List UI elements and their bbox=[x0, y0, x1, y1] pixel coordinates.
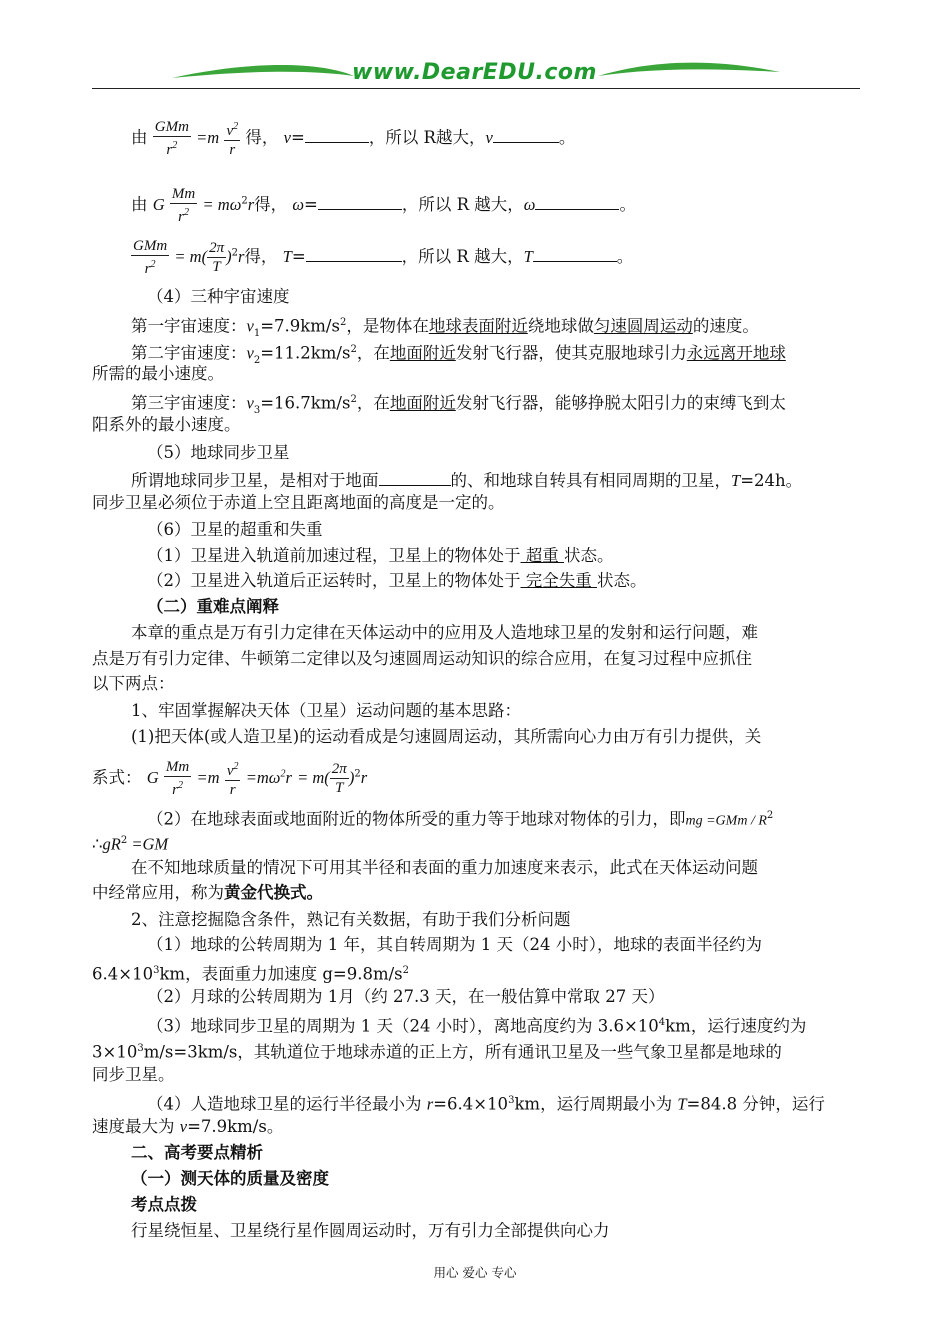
den-r: r bbox=[178, 209, 184, 225]
denominator bbox=[131, 256, 169, 278]
equals-m: = m( bbox=[297, 768, 330, 787]
right-leaf-icon bbox=[598, 63, 780, 76]
text: 绕地球做 bbox=[527, 316, 594, 336]
denominator bbox=[164, 777, 191, 799]
underline-text: 永远离开地球 bbox=[686, 343, 786, 363]
answer-blank[interactable] bbox=[379, 468, 451, 486]
paragraph-line: 点是万有引力定律、牛顿第二定律以及匀速圆周运动知识的综合应用，在复习过程中应抓住 bbox=[92, 649, 752, 668]
geo-sat-line bbox=[131, 468, 802, 491]
sup: 2 bbox=[172, 140, 178, 151]
text-line: 所需的最小速度。 bbox=[92, 364, 224, 383]
denominator: r bbox=[229, 782, 236, 798]
sub: 3 bbox=[253, 404, 261, 416]
text: 得， bbox=[245, 128, 279, 147]
underline-text: 地球表面附近 bbox=[428, 316, 528, 336]
omega: ω bbox=[268, 768, 281, 787]
text-line: 阳系外的最小速度。 bbox=[92, 415, 241, 434]
text: = bbox=[304, 195, 318, 214]
text: m/s=3km/s，其轨道位于地球赤道的正上方，所有通讯卫星及一些气象卫星都是地球的 bbox=[143, 1042, 782, 1062]
sup: 2 bbox=[241, 195, 248, 207]
paragraph-line: 在不知地球质量的情况下可用其半径和表面的重力加速度来表示，此式在天体运动问题 bbox=[131, 858, 758, 877]
sup: 2 bbox=[402, 965, 410, 976]
var-r: r bbox=[237, 247, 245, 266]
paren: ) bbox=[226, 247, 232, 266]
denominator bbox=[170, 204, 197, 226]
text: 的速度。 bbox=[692, 316, 759, 336]
therefore: ∴ bbox=[92, 834, 103, 854]
denominator: T bbox=[212, 259, 221, 275]
equals-m: = m( bbox=[174, 247, 208, 266]
text: 得， bbox=[254, 195, 288, 214]
r: r bbox=[285, 768, 292, 787]
fraction-2pi-t bbox=[330, 760, 349, 797]
paragraph-line bbox=[92, 1117, 283, 1137]
var-r: r bbox=[360, 768, 368, 787]
sup: 2 bbox=[339, 317, 347, 328]
left-leaf-icon bbox=[172, 65, 354, 78]
text: 3×10 bbox=[92, 1042, 138, 1062]
sub: 2 bbox=[253, 354, 261, 366]
numerator: Mm bbox=[171, 186, 196, 202]
sup: 2 bbox=[354, 768, 361, 780]
value: =7.9km/s bbox=[260, 316, 340, 336]
answer-blank[interactable] bbox=[318, 192, 402, 210]
text: km，运行周期最小为 bbox=[514, 1094, 678, 1114]
paragraph-line bbox=[92, 1039, 782, 1063]
sup: 2 bbox=[231, 247, 238, 259]
var: v bbox=[179, 1117, 188, 1136]
equals-m: =m bbox=[196, 128, 220, 147]
text: 系式： bbox=[92, 768, 142, 787]
fraction-v2-r bbox=[224, 118, 240, 159]
text: ，在 bbox=[356, 393, 390, 413]
overweight-line bbox=[147, 546, 614, 566]
header-rule bbox=[92, 88, 860, 89]
text: =6.4×10 bbox=[433, 1094, 509, 1114]
text: km，运行速度约为 bbox=[665, 1016, 807, 1036]
answer-blank[interactable] bbox=[493, 125, 559, 143]
underline-text: 地面附近 bbox=[389, 343, 456, 363]
text: 中经常应用，称为 bbox=[92, 883, 224, 902]
equals-m-omega bbox=[246, 768, 292, 787]
fraction-v2-r bbox=[225, 758, 241, 799]
text: 。 bbox=[619, 195, 636, 214]
sup: 2 bbox=[178, 780, 183, 791]
formula-line bbox=[92, 831, 168, 855]
text-line: 同步卫星必须位于赤道上空且距离地面的高度是一定的。 bbox=[92, 493, 505, 512]
sup: 2 bbox=[766, 810, 774, 821]
text: 所谓地球同步卫星，是相对于地面 bbox=[131, 471, 379, 490]
sup: 2 bbox=[350, 344, 357, 355]
denominator bbox=[153, 137, 191, 159]
var: ω bbox=[292, 195, 305, 214]
denominator: r bbox=[229, 142, 236, 158]
formula: mg =GMm / R bbox=[685, 813, 767, 829]
den-r: r bbox=[144, 261, 151, 277]
sup: 3 bbox=[137, 1043, 144, 1054]
sup: 2 bbox=[280, 768, 286, 780]
relation-formula bbox=[92, 758, 367, 799]
text: 第一宇宙速度： bbox=[131, 316, 247, 336]
text: 状态。 bbox=[564, 546, 614, 565]
text: ，所以 R 越大， bbox=[401, 195, 524, 214]
formula: gR bbox=[102, 834, 121, 854]
den-r: r bbox=[166, 142, 173, 158]
text: 的、和地球自转具有相同周期的卫星， bbox=[450, 471, 731, 490]
num-v: v bbox=[226, 123, 234, 139]
text: 第二宇宙速度： bbox=[131, 343, 247, 363]
text: =84.8 分钟，运行 bbox=[686, 1094, 825, 1114]
formula-line-1 bbox=[131, 118, 575, 159]
section-heading: （二）重难点阐释 bbox=[147, 597, 279, 616]
equals-m: =m bbox=[196, 768, 220, 787]
answer-blank[interactable] bbox=[533, 244, 617, 262]
var: v bbox=[246, 343, 254, 363]
numerator bbox=[224, 118, 240, 141]
answer-blank[interactable] bbox=[306, 244, 402, 262]
sup: 2 bbox=[184, 207, 189, 218]
text: = bbox=[291, 247, 306, 266]
var: v bbox=[246, 316, 254, 336]
text: km，表面重力加速度 g=9.8m/s bbox=[159, 964, 403, 984]
text: 由 bbox=[131, 128, 148, 147]
paragraph-line bbox=[147, 1091, 825, 1115]
var-omega: ω bbox=[229, 195, 242, 214]
paragraph-line: （1）地球的公转周期为 1 年，其自转周期为 1 天（24 小时），地球的表面半径约为 bbox=[147, 935, 762, 954]
var: T bbox=[677, 1094, 687, 1114]
text: 。 bbox=[616, 247, 634, 266]
text: 。 bbox=[558, 128, 576, 147]
paren: ) bbox=[348, 768, 355, 787]
text: （2）卫星进入轨道后正运转时，卫星上的物体处于 bbox=[147, 571, 521, 590]
text: 得， bbox=[244, 247, 278, 266]
formula-line-3 bbox=[131, 237, 633, 278]
underline-text: 超重 bbox=[520, 546, 564, 565]
text: （4）人造地球卫星的运行半径最小为 bbox=[147, 1094, 427, 1114]
section-heading: 二、高考要点精析 bbox=[131, 1143, 263, 1162]
section-title: （5）地球同步卫星 bbox=[147, 443, 290, 462]
numerator: GMm bbox=[133, 238, 168, 254]
sub: 1 bbox=[253, 327, 261, 339]
text: =24h。 bbox=[740, 471, 803, 490]
sup: 3 bbox=[153, 965, 160, 976]
var: T bbox=[523, 247, 533, 266]
text: 状态。 bbox=[597, 571, 647, 590]
formula-line-2 bbox=[131, 185, 636, 226]
underline-text: 完全失重 bbox=[520, 571, 597, 590]
paragraph-line: （2）月球的公转周期为 1月（约 27.3 天，在一般估算中常取 27 天） bbox=[147, 987, 665, 1006]
text: 发射飞行器，能够挣脱太阳引力的束缚飞到太 bbox=[455, 393, 786, 413]
text: 由 bbox=[131, 195, 148, 214]
text: 6.4×10 bbox=[92, 964, 154, 984]
var-r: r bbox=[247, 195, 255, 214]
answer-blank[interactable] bbox=[535, 192, 619, 210]
weightless-line bbox=[147, 571, 647, 591]
text: ，是物体在 bbox=[346, 316, 429, 336]
numerator: GMm bbox=[154, 119, 189, 135]
sup: 3 bbox=[508, 1095, 515, 1106]
paragraph-line bbox=[92, 883, 323, 903]
numerator: 2π bbox=[331, 761, 347, 777]
eq: =m bbox=[245, 768, 269, 787]
sup: 2 bbox=[120, 835, 128, 846]
underline-text: 匀速圆周运动 bbox=[593, 316, 693, 336]
section-subheading: 考点点拨 bbox=[131, 1195, 197, 1214]
paragraph-line: 1、牢固掌握解决天体（卫星）运动问题的基本思路： bbox=[131, 701, 521, 720]
section-title: （4）三种宇宙速度 bbox=[147, 287, 290, 306]
paragraph-line bbox=[147, 1013, 806, 1037]
denominator: T bbox=[335, 780, 344, 796]
text: ，所以 R 越大， bbox=[401, 247, 524, 266]
text: ，所以 R越大， bbox=[368, 128, 486, 147]
text: （2）在地球表面或地面附近的物体所受的重力等于地球对物体的引力，即 bbox=[147, 809, 686, 829]
text: 发射飞行器，使其克服地球引力 bbox=[455, 343, 687, 363]
text: 第三宇宙速度： bbox=[131, 393, 247, 413]
sup: 2 bbox=[233, 761, 239, 772]
var-g: G bbox=[146, 768, 159, 787]
section-subheading: （一）测天体的质量及密度 bbox=[131, 1169, 329, 1188]
fraction-gmm-r2 bbox=[131, 237, 169, 278]
sup: 2 bbox=[350, 394, 357, 405]
var: v bbox=[246, 393, 254, 413]
paragraph-line: (1)把天体(或人造卫星)的运动看成是匀速圆周运动，其所需向心力由万有引力提供，关 bbox=[131, 727, 762, 746]
var: T bbox=[282, 247, 292, 266]
var: ω bbox=[523, 195, 536, 214]
fraction-mm-r2 bbox=[170, 185, 197, 226]
var: v bbox=[485, 128, 493, 147]
text: 速度最大为 bbox=[92, 1117, 180, 1136]
paragraph-line: 本章的重点是万有引力定律在天体运动中的应用及人造地球卫星的发射和运行问题，难 bbox=[131, 623, 758, 642]
answer-blank[interactable] bbox=[305, 125, 369, 143]
text: ，在 bbox=[356, 343, 390, 363]
paragraph-line: 同步卫星。 bbox=[92, 1065, 175, 1084]
var-m: m bbox=[217, 195, 230, 214]
text: = bbox=[290, 128, 305, 147]
second-cosmic-velocity bbox=[131, 340, 786, 371]
sup: 2 bbox=[150, 259, 156, 270]
numerator bbox=[225, 758, 241, 781]
var: v bbox=[283, 128, 291, 147]
value: =16.7km/s bbox=[260, 393, 351, 413]
sup: 4 bbox=[658, 1017, 666, 1028]
text: （1）卫星进入轨道前加速过程，卫星上的物体处于 bbox=[147, 546, 521, 565]
site-logo-text: www.DearEDU.com bbox=[352, 60, 597, 85]
paragraph-line: 行星绕恒星、卫星绕行星作圆周运动时，万有引力全部提供向心力 bbox=[131, 1221, 610, 1240]
paragraph-line: 以下两点： bbox=[92, 674, 175, 693]
var: r bbox=[426, 1094, 434, 1114]
section-title: （6）卫星的超重和失重 bbox=[147, 520, 323, 539]
value: =11.2km/s bbox=[260, 343, 351, 363]
text: =7.9km/s。 bbox=[187, 1117, 284, 1136]
numerator: Mm bbox=[165, 759, 190, 775]
page-footer: 用心 爱心 专心 bbox=[433, 1265, 517, 1280]
fraction-mm-r2 bbox=[164, 758, 191, 799]
formula: =GM bbox=[127, 834, 169, 854]
paragraph-line bbox=[147, 806, 773, 832]
num-v: v bbox=[226, 763, 234, 779]
equals: = bbox=[202, 195, 218, 214]
var-g: G bbox=[152, 195, 165, 214]
fraction-2pi-t bbox=[207, 239, 226, 276]
underline-text: 地面附近 bbox=[389, 393, 456, 413]
paragraph-line: 2、注意挖掘隐含条件，熟记有关数据，有助于我们分析问题 bbox=[131, 910, 571, 929]
var: T bbox=[731, 471, 741, 490]
sup: 2 bbox=[233, 121, 239, 132]
fraction-gmm-r2 bbox=[153, 118, 191, 159]
numerator: 2π bbox=[209, 240, 225, 256]
bold-text: 黄金代换式。 bbox=[224, 883, 323, 902]
text: （3）地球同步卫星的周期为 1 天（24 小时），离地高度约为 3.6×10 bbox=[147, 1016, 659, 1036]
paragraph-line bbox=[92, 961, 409, 985]
den-r: r bbox=[172, 782, 178, 798]
